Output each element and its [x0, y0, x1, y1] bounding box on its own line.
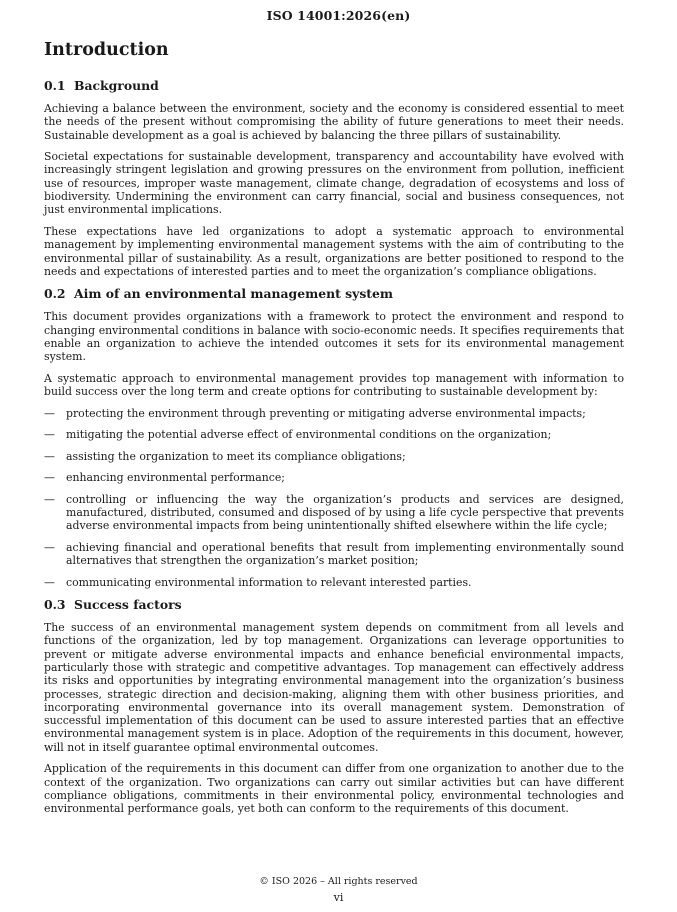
dash-marker: — — [44, 471, 55, 485]
paragraph: A systematic approach to environmental management provides top management with information to build success over the long term and create options for contributing to sustainable development by: — [44, 371, 624, 399]
paragraph: The success of an environmental management system depends on commitment from all levels and functions of the organization, led by top management. Organizations can leverage opportunities to prevent or mitigate adverse environmental impacts and enhance beneficial environmental impacts, particularly those with strategic and competitive advantages. Top management can effectively address its risks and opportunities by integrating environmental management into the organization’s business processes, strategic direction and decision-making, aligning them with other business priorities, and incorporating environmental governance into its overall management system. Demonstration of successful implementation of this document can be used to assure interested parties that an effective environmental management system is in place. Adoption of the requirements in this document, however, will not in itself guarantee optimal environmental outcomes. — [44, 621, 624, 754]
page-content — [44, 38, 624, 824]
paragraph: This document provides organizations with a framework to protect the environment and respond to changing environmental conditions in balance with socio-economic needs. It specifies requirements that enable an organization to achieve the intended outcomes it sets for its environmental management system. — [44, 310, 624, 364]
list-item — [44, 541, 624, 568]
page-number: vi — [333, 891, 344, 904]
section-heading — [44, 286, 624, 301]
list-item-text: enhancing environmental performance; — [66, 471, 285, 485]
list-item-text: achieving financial and operational benefits that result from implementing environmentally sound alternatives that strengthen the organization’s market position; — [66, 540, 624, 568]
list-item-text: controlling or influencing the way the organization’s products and services are designed, manufactured, distributed, consumed and disposed of by using a life cycle perspective that prevents adverse environmental impacts from being unintentionally shifted elsewhere within the life cycle; — [66, 492, 624, 533]
section-aim — [44, 286, 624, 588]
list-item — [44, 471, 624, 484]
page-title: Introduction — [44, 40, 169, 60]
section-heading — [44, 78, 624, 93]
list-item — [44, 428, 624, 441]
section-background — [44, 78, 624, 278]
paragraph: Achieving a balance between the environment, society and the economy is considered essential to meet the needs of the present without compromising the ability of future generations to meet their needs. Sustainable development as a goal is achieved by balancing the three pillars of sustainability. — [44, 102, 624, 142]
section-number: 0.3 — [44, 597, 66, 613]
section-success-factors — [44, 597, 624, 815]
dash-marker: — — [44, 406, 55, 420]
list-item — [44, 450, 624, 463]
list-item-text: protecting the environment through preventing or mitigating adverse environmental impacts; — [66, 406, 586, 420]
paragraph: Societal expectations for sustainable development, transparency and accountability have evolved with increasingly stringent legislation and growing pressures on the environment from pollution, inefficient use of resources, improper waste management, climate change, degradation of ecosystems and loss of biodiversity. Undermining the environment can carry financial, social and business consequences, not just environmental implications. — [44, 150, 624, 217]
section-heading — [44, 597, 624, 612]
dash-marker: — — [44, 575, 55, 589]
paragraph: These expectations have led organizations to adopt a systematic approach to environmental management by implementing environmental management systems with the aim of contributing to the environmental pillar of sustainability. As a result, organizations are better positioned to respond to the needs and expectations of interested parties and to meet the organization’s compliance obligations. — [44, 224, 624, 278]
section-number: 0.2 — [44, 286, 66, 302]
list-item-text: assisting the organization to meet its compliance obligations; — [66, 449, 406, 463]
list-item-text: mitigating the potential adverse effect of environmental conditions on the organization; — [66, 428, 552, 442]
section-title: Success factors — [74, 597, 182, 613]
list-item — [44, 576, 624, 589]
section-number: 0.1 — [44, 78, 66, 93]
copyright-footer: © ISO 2026 – All rights reserved — [259, 876, 418, 887]
list-item-text: communicating environmental information to relevant interested parties. — [66, 575, 472, 589]
section-title: Aim of an environmental management system — [74, 286, 394, 302]
dash-marker: — — [44, 540, 55, 554]
dash-marker: — — [44, 492, 55, 506]
section-title: Background — [74, 78, 159, 93]
paragraph: Application of the requirements in this document can differ from one organization to another due to the context of the organization. Two organizations can carry out similar activities but can have different compliance obligations, commitments in their environmental policy, environmental technologies and environmental performance goals, yet both can conform to the requirements of this document. — [44, 762, 624, 816]
list-item — [44, 407, 624, 420]
document-id-header: ISO 14001:2026(en) — [266, 8, 411, 23]
dash-marker: — — [44, 449, 55, 463]
list-item — [44, 493, 624, 533]
bullet-list — [44, 407, 624, 589]
dash-marker: — — [44, 428, 55, 442]
